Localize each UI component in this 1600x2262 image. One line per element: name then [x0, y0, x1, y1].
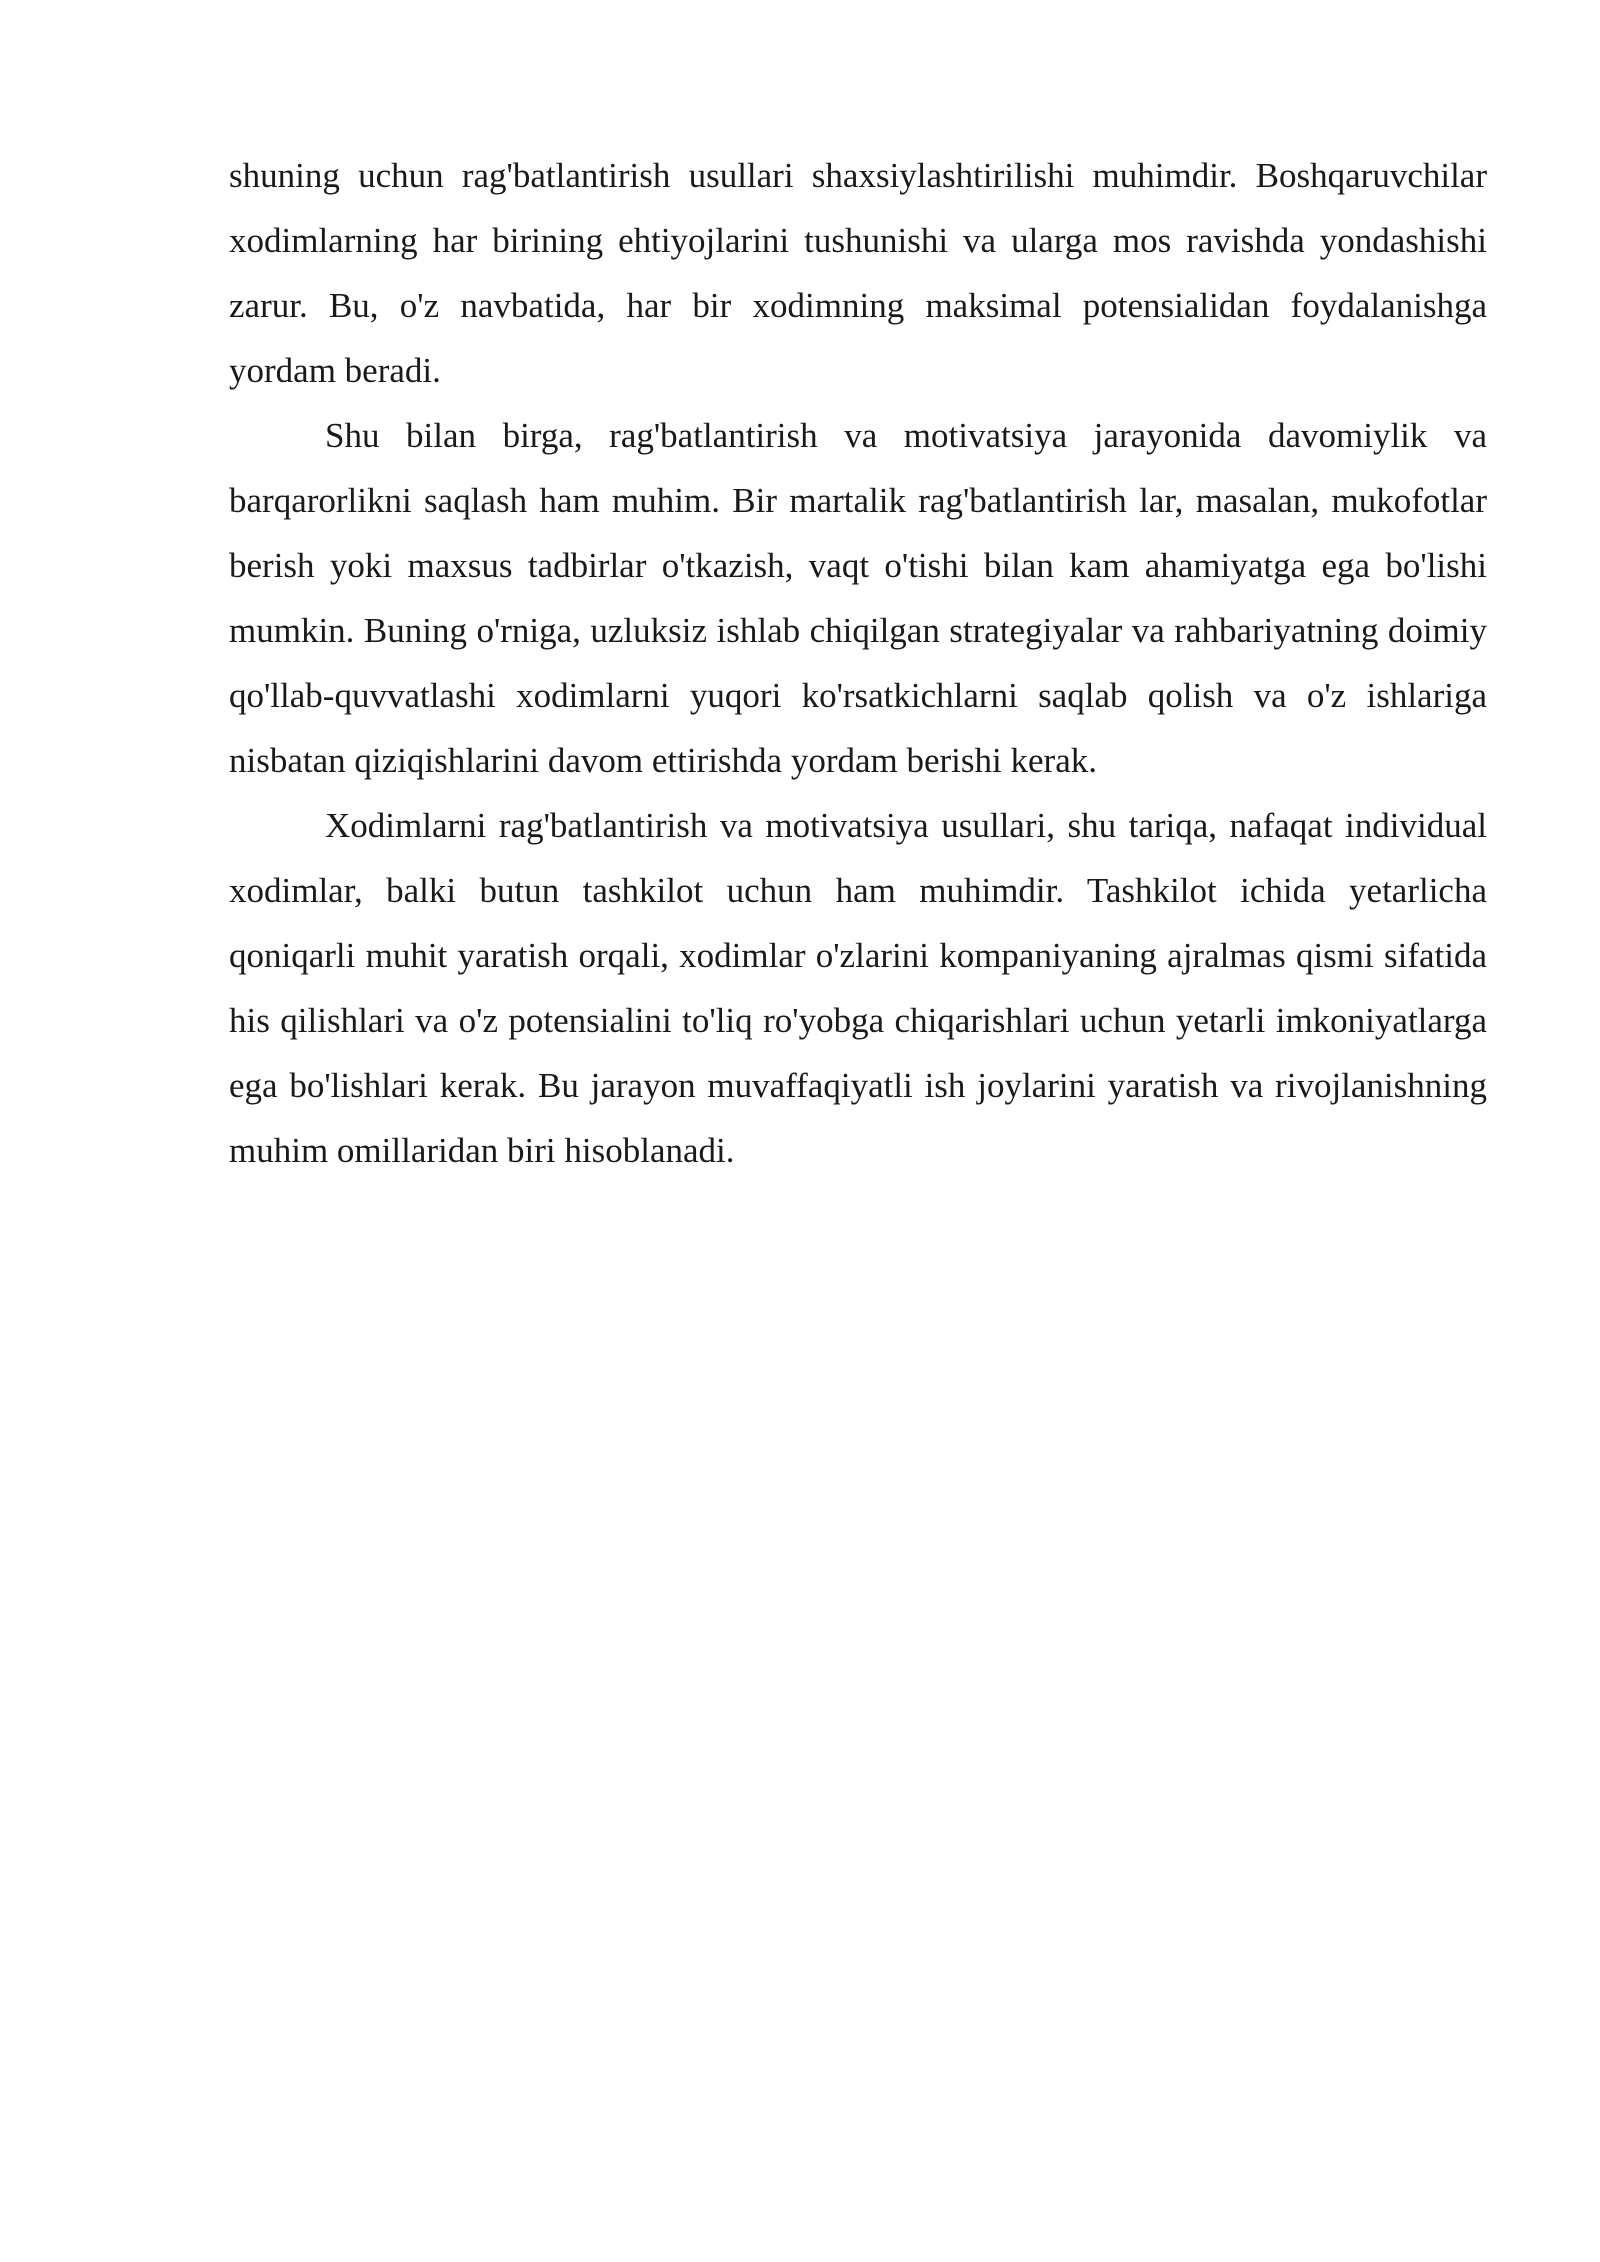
document-body — [229, 143, 1487, 1183]
paragraph-continuity: Shu bilan birga, rag'batlantirish va motivatsiya jarayonida davomiylik va barqarorlikni saqlash ham muhim. Bir martalik rag'batlantirish lar, masalan, mukofotlar berish yoki maxsus tadbirlar o'tkazish, vaqt o'tishi bilan kam ahamiyatga ega bo'lishi mumkin. Buning o'rniga, uzluksiz ishlab chiqilgan strategiyalar va rahbariyatning doimiy qo'llab-quvvatlashi xodimlarni yuqori ko'rsatkichlarni saqlab qolish va o'z ishlariga nisbatan qiziqishlarini davom ettirishda yordam berishi kerak. — [229, 416, 1487, 780]
paragraph-continuation: shuning uchun rag'batlantirish usullari shaxsiylashtirilishi muhimdir. Boshqaruvchilar xodimlarning har birining ehtiyojlarini tushunishi va ularga mos ravishda yondashishi zarur. Bu, o'z navbatida, har bir xodimning maksimal potensialidan foydalanishga yordam beradi. — [229, 156, 1487, 390]
paragraph-conclusion: Xodimlarni rag'batlantirish va motivatsiya usullari, shu tariqa, nafaqat individual xodimlar, balki butun tashkilot uchun ham muhimdir. Tashkilot ichida yetarlicha qoniqarli muhit yaratish orqali, xodimlar o'zlarini kompaniyaning ajralmas qismi sifatida his qilishlari va o'z potensialini to'liq ro'yobga chiqarishlari uchun yetarli imkoniyatlarga ega bo'lishlari kerak. Bu jarayon muvaffaqiyatli ish joylarini yaratish va rivojlanishning muhim omillaridan biri hisoblanadi. — [229, 806, 1487, 1170]
